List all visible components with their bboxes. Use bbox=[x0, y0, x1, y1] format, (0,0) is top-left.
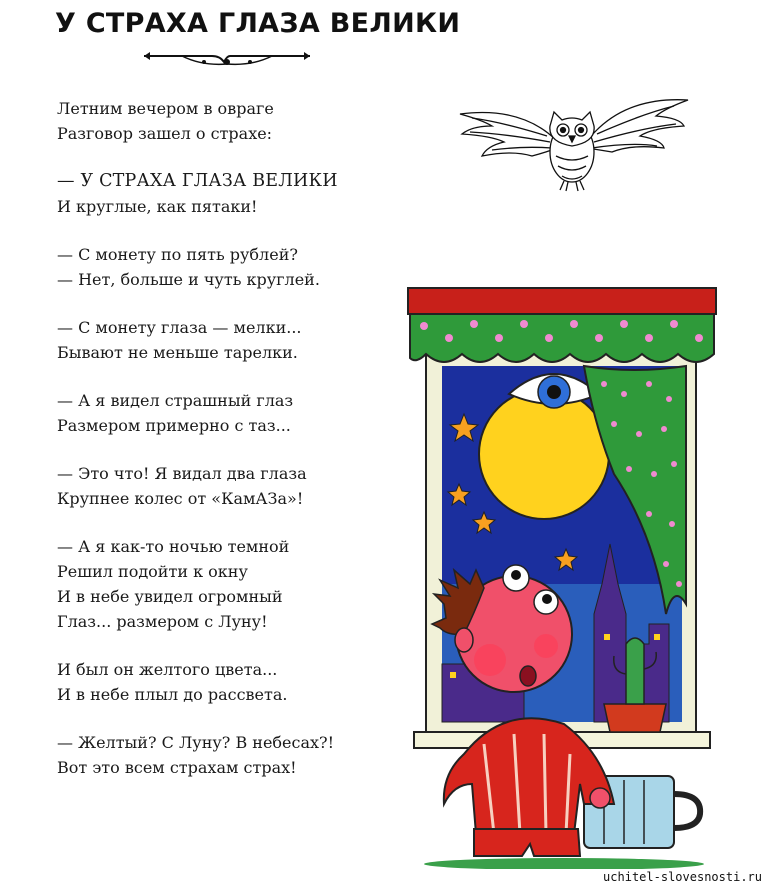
poem-line: Решил подойти к окну bbox=[57, 562, 248, 581]
poem-line: И круглые, как пятаки! bbox=[57, 197, 258, 216]
poem-line: Бывают не меньше тарелки. bbox=[57, 343, 298, 362]
poem-line: Разговор зашел о страхе: bbox=[57, 124, 273, 143]
stanza bbox=[57, 169, 417, 219]
poem-title: У СТРАХА ГЛАЗА ВЕЛИКИ bbox=[55, 8, 461, 39]
site-watermark: uchitel-slovesnosti.ru bbox=[603, 870, 762, 884]
poem-line: Крупнее колес от «КамАЗа»! bbox=[57, 489, 304, 508]
owl-icon bbox=[452, 86, 692, 196]
poem-line: — С монету по пять рублей? bbox=[57, 245, 298, 264]
poem-line: — А я как-то ночью темной bbox=[57, 537, 290, 556]
stanza bbox=[57, 730, 417, 780]
stanza bbox=[57, 534, 417, 634]
title-ornament bbox=[142, 50, 312, 70]
poem-line: — У СТРАХА ГЛАЗА ВЕЛИКИ bbox=[57, 171, 338, 191]
poem-line: И в небе плыл до рассвета. bbox=[57, 685, 288, 704]
poem-line: И в небе увидел огромный bbox=[57, 587, 283, 606]
poem-line: Летним вечером в овраге bbox=[57, 99, 274, 118]
poem-line: Размером примерно с таз... bbox=[57, 416, 291, 435]
stanza bbox=[57, 242, 417, 292]
poem-line: — Желтый? С Луну? В небесах?! bbox=[57, 733, 335, 752]
stanza bbox=[57, 315, 417, 365]
poem-body bbox=[57, 96, 417, 803]
poem-line: — Это что! Я видал два глаза bbox=[57, 464, 307, 483]
stanza bbox=[57, 388, 417, 438]
stanza bbox=[57, 461, 417, 511]
boy-at-window-illustration bbox=[404, 284, 720, 869]
poem-line: Вот это всем страхам страх! bbox=[57, 758, 297, 777]
poem-line: — С монету глаза — мелки... bbox=[57, 318, 302, 337]
poem-line: И был он желтого цвета... bbox=[57, 660, 278, 679]
stanza bbox=[57, 657, 417, 707]
stanza bbox=[57, 96, 417, 146]
poem-line: — А я видел страшный глаз bbox=[57, 391, 294, 410]
poem-line: — Нет, больше и чуть круглей. bbox=[57, 270, 320, 289]
poem-line: Глаз... размером с Луну! bbox=[57, 612, 268, 631]
